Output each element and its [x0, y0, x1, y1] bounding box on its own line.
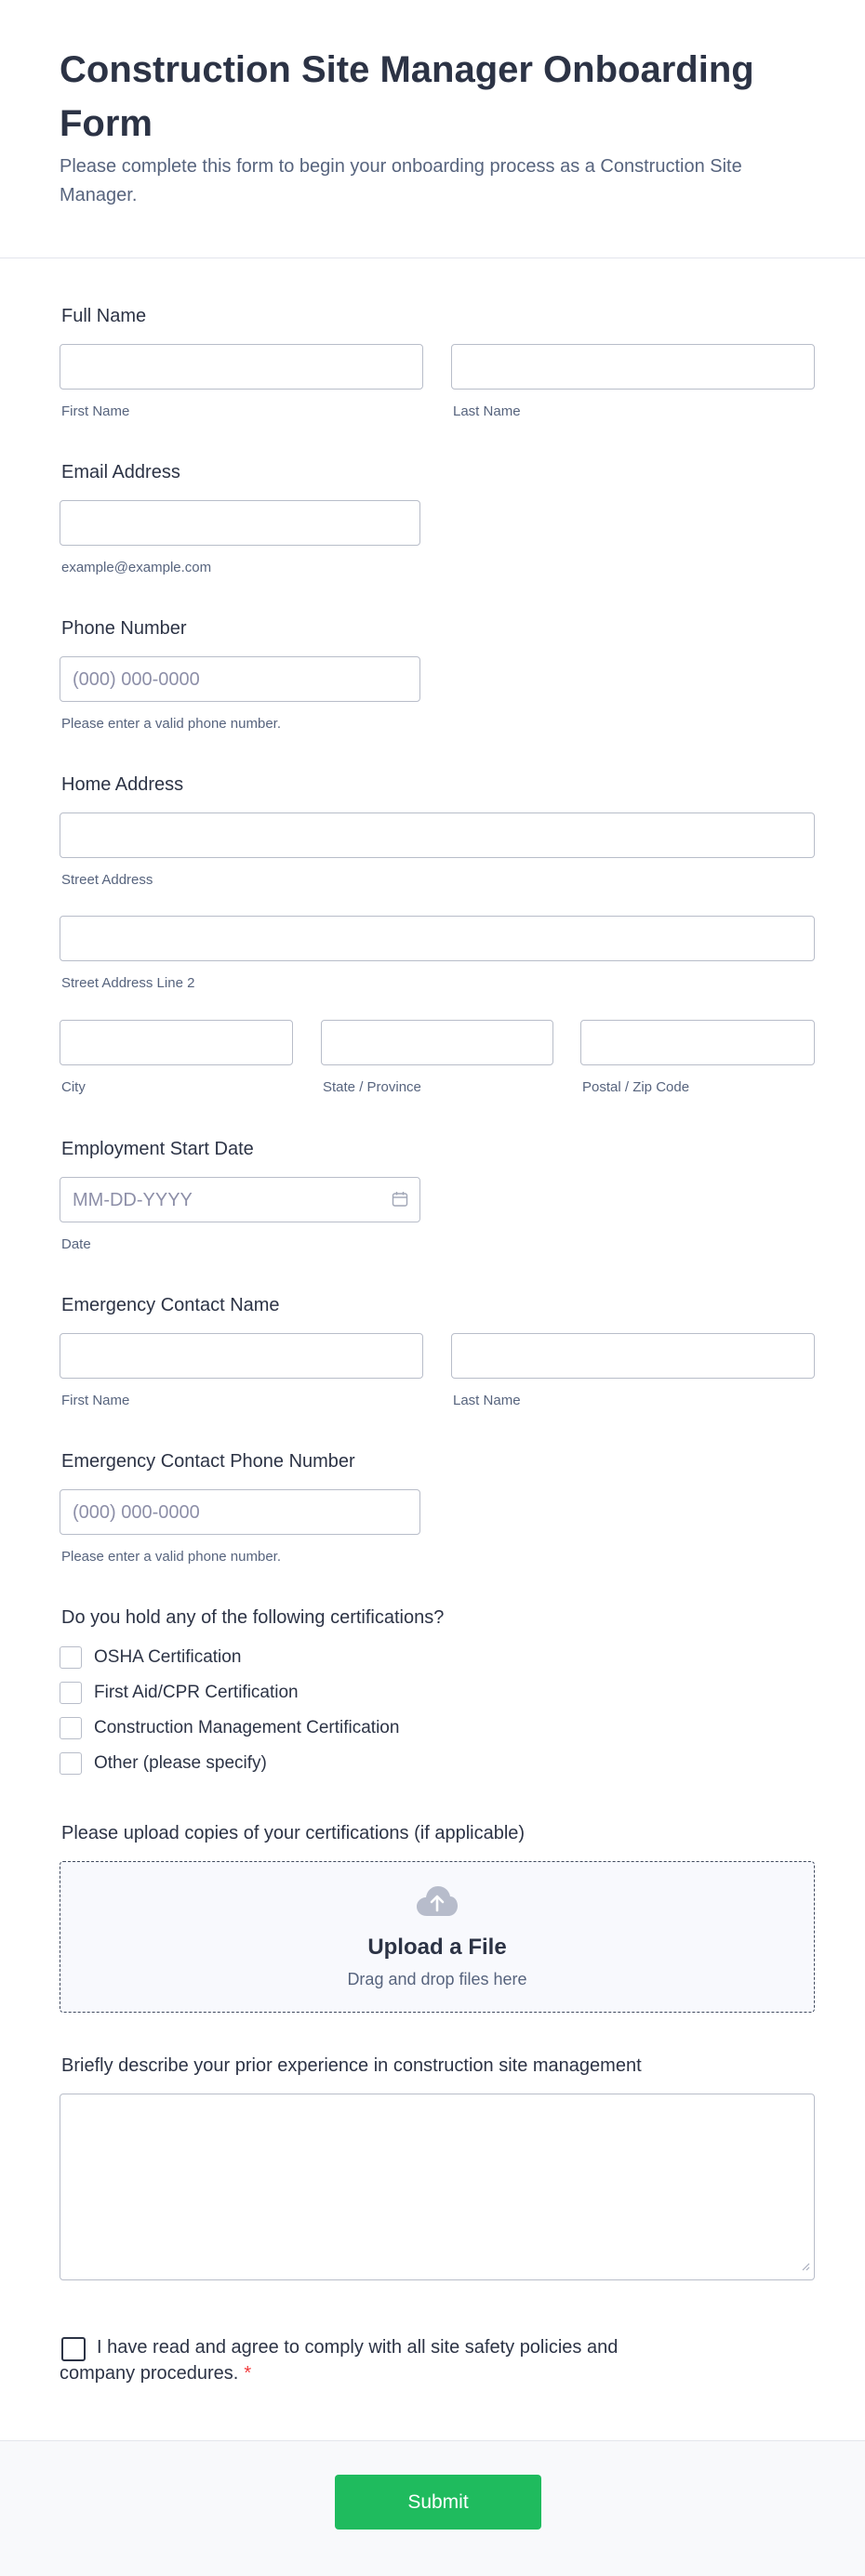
certification-option[interactable]: [60, 1750, 267, 1777]
email-hint: example@example.com: [61, 560, 212, 575]
checkbox[interactable]: [60, 1682, 82, 1704]
emergency-last-name-sublabel: Last Name: [453, 1393, 521, 1408]
emergency-name-label: Emergency Contact Name: [61, 1295, 280, 1315]
first-name-sublabel: First Name: [61, 403, 130, 419]
emergency-phone-placeholder: (000) 000-0000: [73, 1502, 200, 1523]
cloud-upload-icon: [415, 1884, 459, 1922]
certifications-label: Do you hold any of the following certifications?: [61, 1607, 445, 1628]
state-sublabel: State / Province: [323, 1079, 421, 1095]
file-upload-dropzone[interactable]: [60, 1861, 815, 2013]
certification-option[interactable]: [60, 1680, 299, 1706]
required-mark: *: [244, 2363, 252, 2384]
street-address-line2-input[interactable]: [60, 916, 815, 961]
checkbox[interactable]: [60, 1717, 82, 1739]
upload-title: Upload a File: [367, 1935, 507, 1960]
upload-label: Please upload copies of your certifications (if applicable): [61, 1823, 526, 1843]
city-input[interactable]: [60, 1020, 293, 1065]
checkbox-label: Construction Management Certification: [94, 1718, 400, 1737]
submit-button[interactable]: Submit: [335, 2475, 541, 2530]
emergency-phone-label: Emergency Contact Phone Number: [61, 1451, 355, 1472]
page-title: Construction Site Manager Onboarding Form: [60, 49, 754, 144]
checkbox[interactable]: [60, 1646, 82, 1669]
street-address-line2-sublabel: Street Address Line 2: [61, 975, 195, 991]
resize-handle-icon[interactable]: [801, 2259, 810, 2276]
emergency-first-name-sublabel: First Name: [61, 1393, 130, 1408]
start-date-placeholder: MM-DD-YYYY: [73, 1190, 193, 1210]
agreement-text: I have read and agree to comply with all site safety policies and company procedures.: [60, 2337, 619, 2384]
phone-placeholder: (000) 000-0000: [73, 669, 200, 690]
emergency-first-name-input[interactable]: [60, 1333, 423, 1379]
emergency-phone-input[interactable]: [60, 1489, 420, 1535]
home-address-label: Home Address: [61, 774, 184, 795]
emergency-phone-hint: Please enter a valid phone number.: [61, 1549, 281, 1565]
city-sublabel: City: [61, 1079, 86, 1095]
start-date-hint: Date: [61, 1236, 91, 1252]
checkbox-label: OSHA Certification: [94, 1647, 242, 1667]
start-date-label: Employment Start Date: [61, 1139, 254, 1159]
experience-textarea[interactable]: [60, 2094, 815, 2280]
email-input[interactable]: [60, 500, 420, 546]
certification-option[interactable]: [60, 1715, 399, 1741]
certification-option[interactable]: [60, 1645, 241, 1671]
first-name-input[interactable]: [60, 344, 423, 390]
zip-sublabel: Postal / Zip Code: [582, 1079, 690, 1095]
upload-subtitle: Drag and drop files here: [347, 1970, 527, 1988]
state-input[interactable]: [321, 1020, 553, 1065]
zip-input[interactable]: [580, 1020, 815, 1065]
phone-input[interactable]: [60, 656, 420, 702]
email-label: Email Address: [61, 462, 180, 482]
checkbox-label: Other (please specify): [94, 1753, 267, 1773]
street-address-sublabel: Street Address: [61, 872, 153, 888]
start-date-input[interactable]: [60, 1177, 420, 1222]
full-name-label: Full Name: [61, 306, 147, 326]
phone-hint: Please enter a valid phone number.: [61, 716, 281, 732]
calendar-icon[interactable]: [392, 1191, 408, 1212]
emergency-last-name-input[interactable]: [451, 1333, 815, 1379]
page-subtitle: Please complete this form to begin your onboarding process as a Construction Site Manager.: [60, 156, 742, 205]
phone-label: Phone Number: [61, 618, 187, 639]
experience-label: Briefly describe your prior experience in construction site management: [61, 2055, 642, 2076]
street-address-input[interactable]: [60, 812, 815, 858]
agreement-label: [60, 2334, 673, 2386]
last-name-sublabel: Last Name: [453, 403, 521, 419]
checkbox[interactable]: [60, 1752, 82, 1775]
checkbox-label: First Aid/CPR Certification: [94, 1683, 299, 1702]
last-name-input[interactable]: [451, 344, 815, 390]
